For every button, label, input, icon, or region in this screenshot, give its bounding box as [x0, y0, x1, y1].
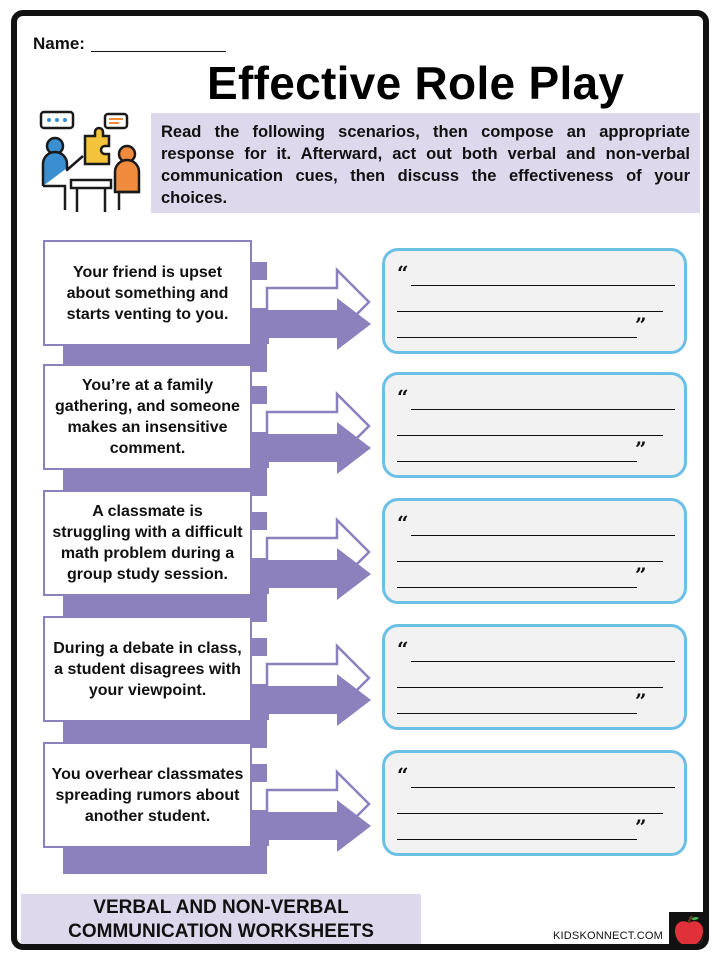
response-line	[411, 787, 675, 788]
close-quote: ”	[635, 563, 647, 587]
response-line	[397, 461, 637, 462]
close-quote: ”	[635, 815, 647, 839]
name-field[interactable]	[33, 34, 226, 54]
scenario-row-5	[17, 742, 703, 862]
apple-icon	[669, 912, 709, 950]
name-blank[interactable]	[91, 36, 226, 52]
name-label: Name:	[33, 34, 85, 53]
open-quote: “	[397, 385, 409, 409]
response-line	[411, 409, 675, 410]
response-line	[397, 839, 637, 840]
scenario-card: A classmate is struggling with a difficult math problem during a group study session.	[43, 490, 252, 596]
worksheet-frame	[11, 10, 709, 950]
footer-banner	[21, 894, 421, 946]
footer-line-2: COMMUNICATION WORKSHEETS	[68, 921, 374, 942]
open-quote: “	[397, 261, 409, 285]
response-line	[397, 561, 663, 562]
response-line	[397, 813, 663, 814]
response-box[interactable]	[382, 498, 687, 604]
response-line	[397, 435, 663, 436]
close-quote: ”	[635, 313, 647, 337]
response-box[interactable]	[382, 248, 687, 354]
response-box[interactable]	[382, 750, 687, 856]
response-line	[411, 535, 675, 536]
open-quote: “	[397, 637, 409, 661]
response-line	[411, 285, 675, 286]
response-line	[397, 687, 663, 688]
response-box[interactable]	[382, 624, 687, 730]
response-line	[397, 311, 663, 312]
response-line	[397, 713, 637, 714]
response-box[interactable]	[382, 372, 687, 478]
scenario-card: You overhear classmates spreading rumors about another student.	[43, 742, 252, 848]
open-quote: “	[397, 511, 409, 535]
close-quote: ”	[635, 437, 647, 461]
scenario-card: During a debate in class, a student disagrees with your viewpoint.	[43, 616, 252, 722]
instructions-text: Read the following scenarios, then compose an appropriate response for it. Afterward, act out both verbal and non-verbal communication cues, then discuss the effectiveness of your choices.	[151, 113, 700, 213]
footer-line-1: VERBAL AND NON-VERBAL	[93, 897, 349, 918]
discussion-people-icon	[37, 108, 145, 216]
page-title: Effective Role Play	[207, 57, 625, 109]
response-line	[397, 587, 637, 588]
scenario-card: Your friend is upset about something and starts venting to you.	[43, 240, 252, 346]
scenario-row-3	[17, 490, 703, 610]
scenario-row-2	[17, 364, 703, 484]
open-quote: “	[397, 763, 409, 787]
close-quote: ”	[635, 689, 647, 713]
apple-logo	[669, 912, 709, 950]
scenario-row-1	[17, 240, 703, 360]
scenario-card: You’re at a family gathering, and someone makes an insensitive comment.	[43, 364, 252, 470]
brand-text: KIDSKONNECT.COM	[553, 930, 663, 942]
response-line	[411, 661, 675, 662]
response-line	[397, 337, 637, 338]
scenario-row-4	[17, 616, 703, 736]
